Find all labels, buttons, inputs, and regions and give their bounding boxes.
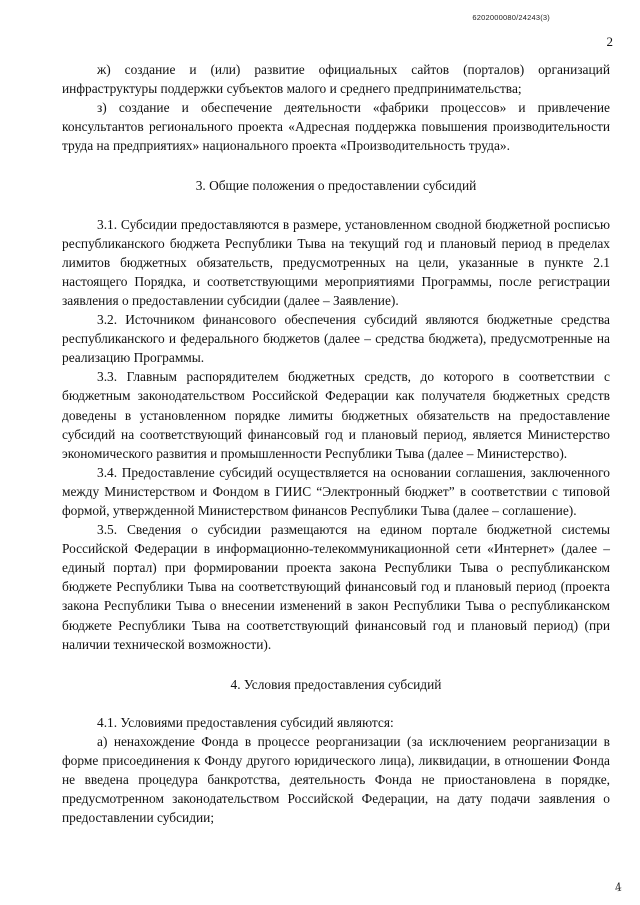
paragraph-item-zh: ж) создание и (или) развитие официальных сайтов (порталов) организаций инфраструктуры поддержки субъектов малого и среднего предпринимательства; — [62, 62, 610, 97]
paragraph-item-z: з) создание и обеспечение деятельности «фабрики процессов» и привлечение консультантов регионального проекта «Адресная поддержка повышения производительности труда на предприятиях» национального проекта «Производительность труда». — [62, 100, 610, 154]
paragraph-3-5: 3.5. Сведения о субсидии размещаются на едином портале бюджетной системы Российской Федерации в информационно-телекоммуникационной сети «Интернет» (далее – единый портал) при формировании проекта закона Республики Тыва о республиканском бюджете Республики Тыва на соответствующий финансовый год и плановый период (проекта закона Республики Тыва о внесении изменений в закон Республики Тыва о республиканском бюджете Республики Тыва на соответствующий финансовый год и плановый период) (при наличии технической возможности). — [62, 522, 610, 652]
section-4-heading: 4. Условия предоставления субсидий — [230, 676, 442, 692]
paragraph-3-3: 3.3. Главным распорядителем бюджетных средств, до которого в соответствии с бюджетным законодательством Российской Федерации как получателя бюджетных средств доведены в установленном порядке лимиты бюджетных обязательств на предоставление субсидий на соответствующий финансовый год и плановый период, является Министерство экономического развития и промышленности Республики Тыва (далее – Министерство). — [62, 369, 610, 461]
paragraph-4-1-a: а) ненахождение Фонда в процессе реорганизации (за исключением реорганизации в форме присоединения к Фонду другого юридического лица), ликвидации, в отношении Фонда не введена процедура банкротства, деятельность Фонда не приостановлена в порядке, предусмотренном законодательством Российской Федерации, на дату подачи заявления о предоставлении субсидии; — [62, 733, 610, 826]
paragraph-3-1: 3.1. Субсидии предоставляются в размере, установленном сводной бюджетной росписью республиканского бюджета Республики Тыва на текущий год и плановый период в пределах лимитов бюджетных обязательств, предусмотренных на цели, указанные в пункте 2.1 настоящего Порядка, и соответствующими мероприятиями Программы, после регистрации заявления о предоставлении субсидии (далее – Заявление). — [62, 216, 610, 308]
section-3-heading: 3. Общие положения о предоставлении субсидий — [195, 178, 477, 194]
paragraph-3-2: 3.2. Источником финансового обеспечения субсидий являются бюджетные средства республиканского и федерального бюджетов (далее – средства бюджета), предусмотренные на реализацию Программы. — [62, 312, 610, 366]
paragraph-4-1: 4.1. Условиями предоставления субсидий являются: — [97, 714, 394, 730]
handwritten-page-mark: 4 — [613, 880, 624, 895]
document-registration-number: 6202000080/24243(3) — [472, 13, 550, 22]
page-number: 2 — [606, 34, 613, 49]
document-body — [62, 60, 610, 827]
paragraph-3-4: 3.4. Предоставление субсидий осуществляется на основании соглашения, заключенного между Министерством и Фондом в ГИИС “Электронный бюджет” в соответствии с типовой формой, утвержденной Министерством финансов Республики Тыва (далее – соглашение). — [62, 464, 610, 518]
